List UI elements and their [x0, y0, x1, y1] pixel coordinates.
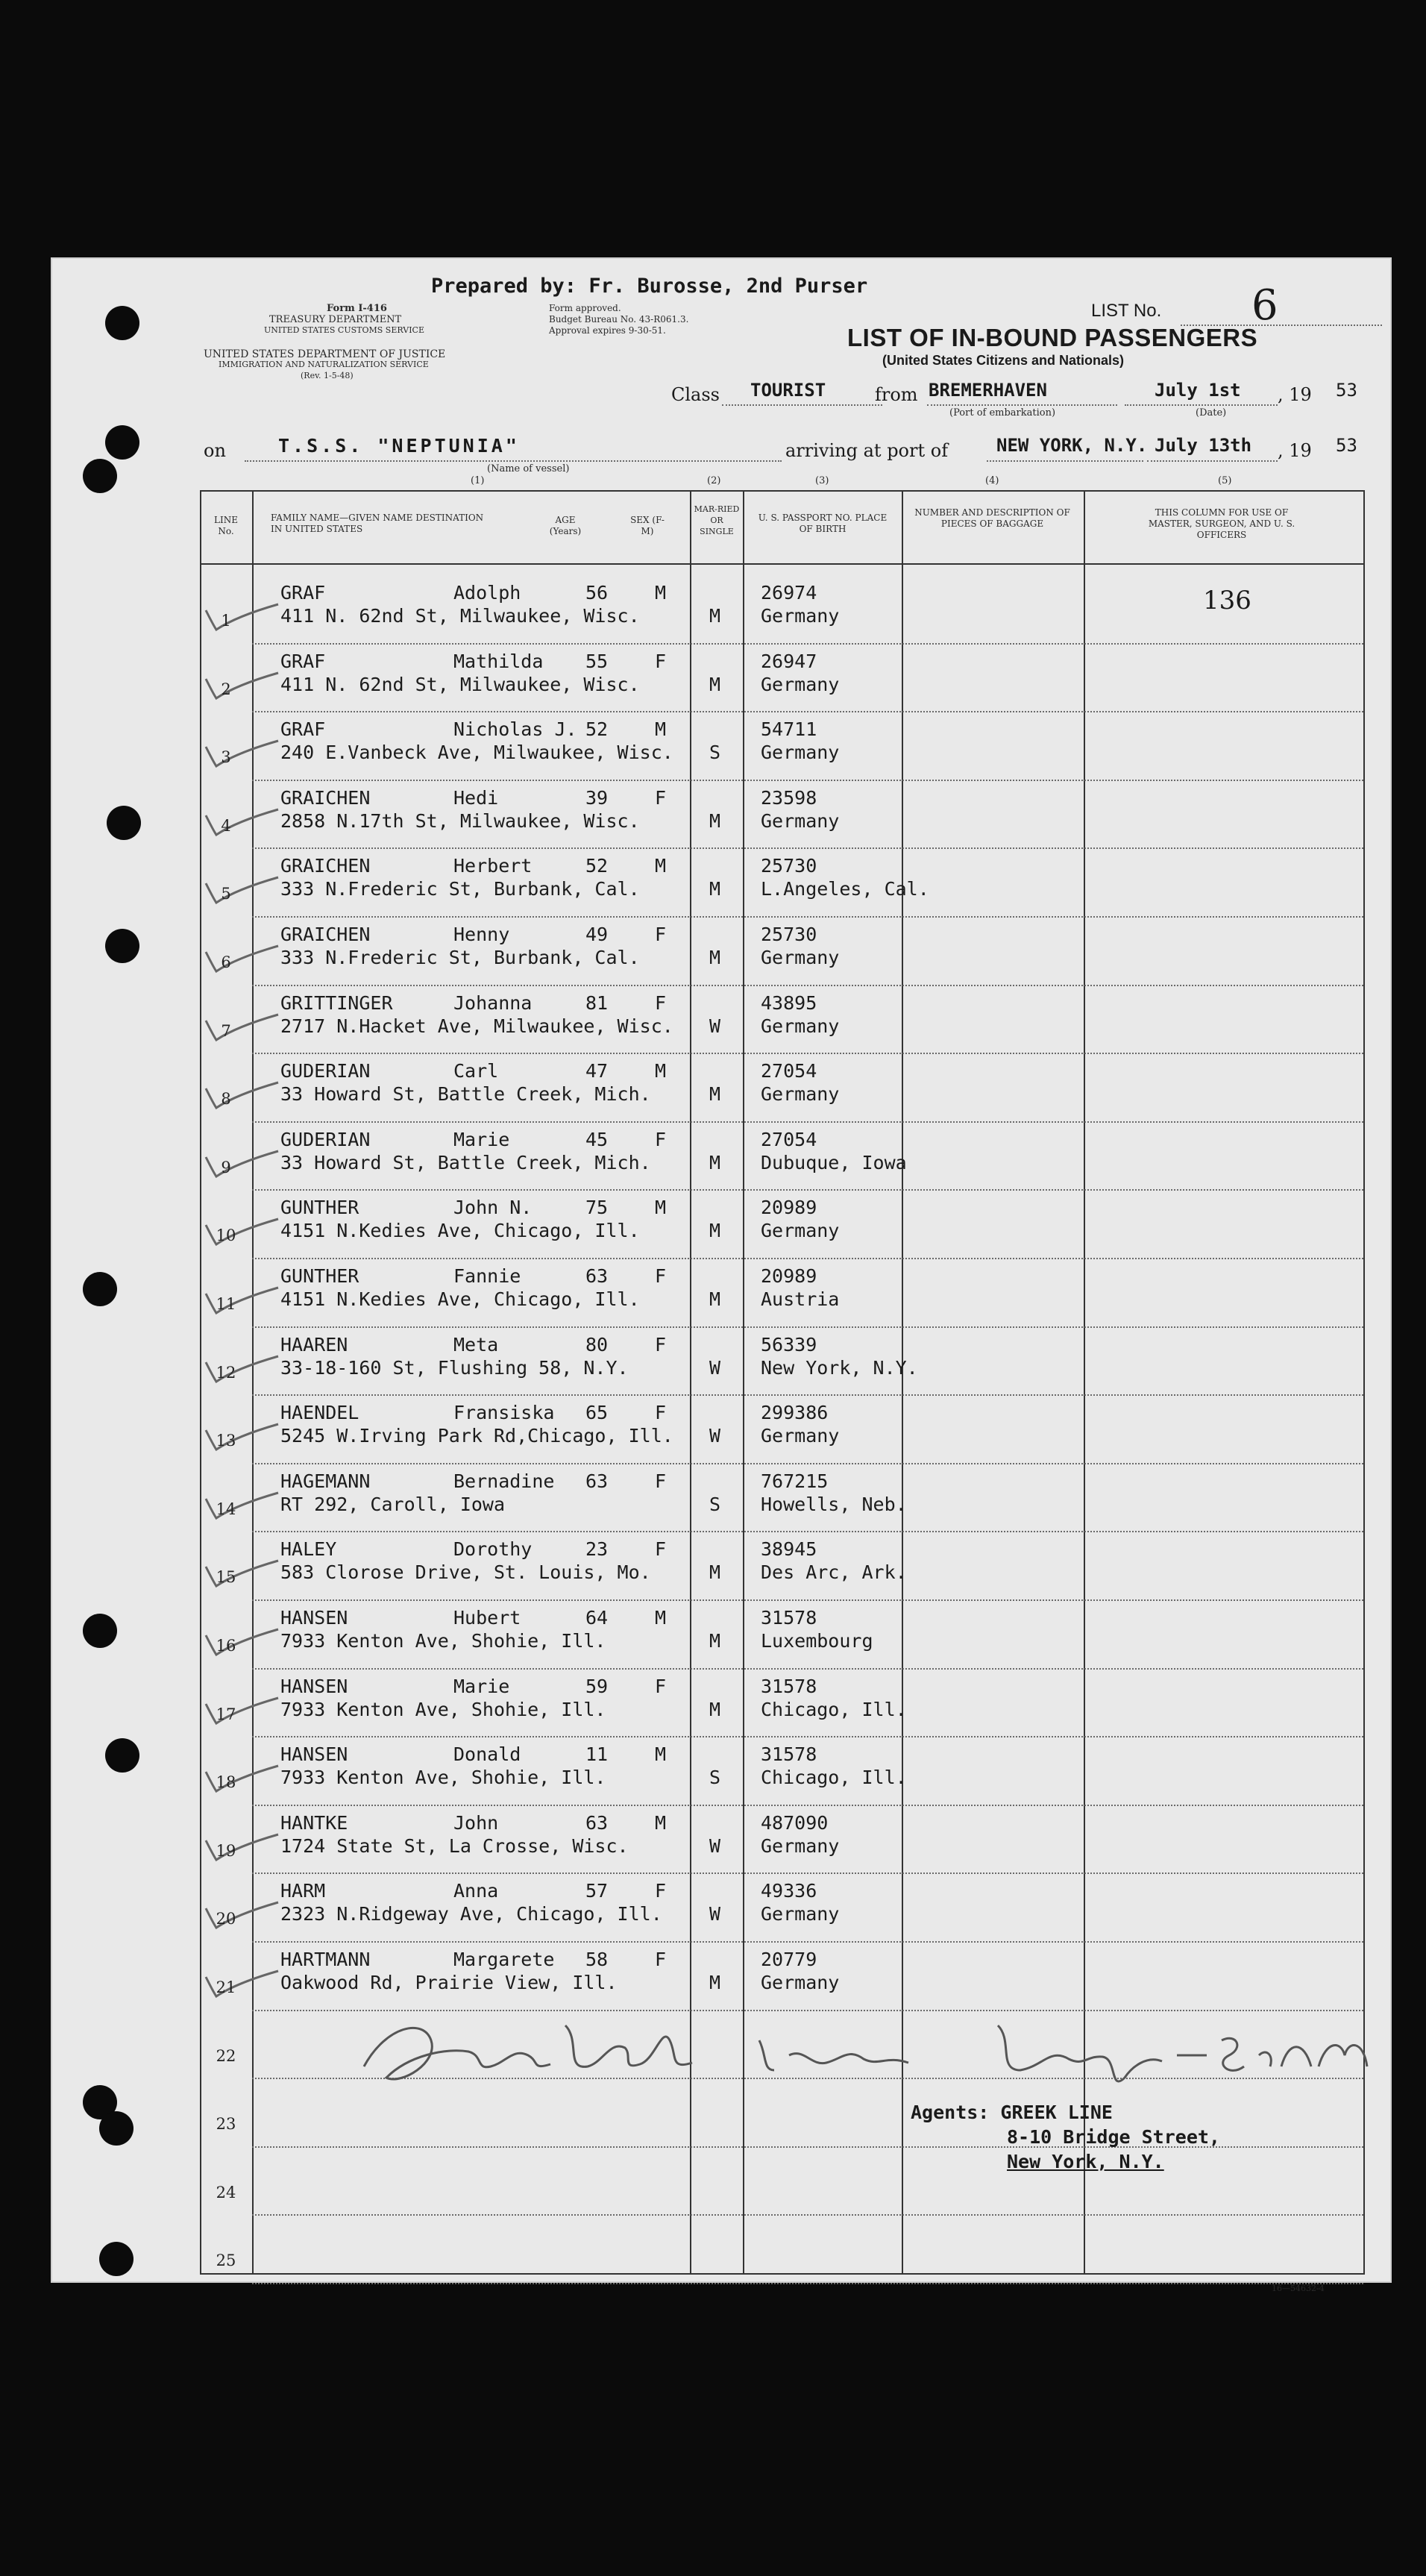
- row-separator: [252, 1531, 1363, 1532]
- row-separator: [252, 1599, 1363, 1601]
- from-label: from: [875, 384, 918, 405]
- line-number: 5: [221, 885, 231, 903]
- form-subtitle: (United States Citizens and Nationals): [882, 353, 1125, 368]
- passenger-birthplace: Chicago, Ill.: [761, 1767, 907, 1789]
- passenger-passport-no: 26947: [761, 650, 817, 672]
- passenger-age: 80: [585, 1333, 609, 1356]
- passenger-birthplace: Germany: [761, 742, 840, 764]
- passenger-age: 59: [585, 1675, 609, 1697]
- passenger-age: 52: [585, 855, 609, 877]
- passenger-address: 240 E.Vanbeck Ave, Milwaukee, Wisc.: [280, 742, 673, 764]
- ins-title: IMMIGRATION AND NATURALIZATION SERVICE: [219, 360, 429, 369]
- row-separator: [252, 1326, 1363, 1328]
- line-number: 18: [216, 1773, 236, 1792]
- row-separator: [252, 1053, 1363, 1054]
- row-separator: [252, 1805, 1363, 1806]
- passenger-given-name: Meta: [453, 1333, 499, 1356]
- passenger-sex: F: [655, 1128, 667, 1150]
- passenger-list-sheet: [51, 257, 1392, 2293]
- passenger-age: 64: [585, 1607, 609, 1629]
- vessel-col-caption: (1): [471, 475, 485, 486]
- binder-hole: [83, 1272, 117, 1306]
- passenger-sex: M: [655, 1197, 667, 1219]
- passenger-family-name: HAGEMANN: [280, 1470, 371, 1492]
- passenger-family-name: GUNTHER: [280, 1197, 359, 1219]
- passenger-family-name: GUDERIAN: [280, 1128, 371, 1150]
- binder-hole: [83, 1614, 117, 1648]
- passenger-family-name: GRAF: [280, 718, 326, 741]
- officer-note: 136: [1203, 586, 1251, 615]
- passenger-family-name: GRAICHEN: [280, 924, 371, 945]
- passenger-sex: F: [655, 786, 667, 809]
- passenger-passport-no: 767215: [761, 1470, 829, 1492]
- line-number: 11: [216, 1295, 236, 1313]
- passenger-marital-status: M: [709, 809, 721, 832]
- passenger-birthplace: Chicago, Ill.: [761, 1698, 907, 1720]
- passenger-birthplace: Austria: [761, 1288, 840, 1310]
- passenger-family-name: HAENDEL: [280, 1402, 359, 1424]
- passenger-given-name: Hubert: [453, 1607, 521, 1629]
- passenger-marital-status: M: [709, 605, 721, 627]
- passenger-family-name: HANSEN: [280, 1607, 348, 1629]
- line-number: 8: [221, 1090, 231, 1109]
- binder-hole: [105, 929, 139, 963]
- passenger-birthplace: Germany: [761, 1903, 840, 1925]
- passenger-passport-no: 31578: [761, 1675, 817, 1697]
- line-number: 2: [221, 680, 231, 698]
- line-number: 3: [221, 748, 231, 767]
- passenger-sex: M: [655, 718, 667, 741]
- passenger-address: 7933 Kenton Ave, Shohie, Ill.: [280, 1767, 606, 1789]
- revision: (Rev. 1-5-48): [301, 371, 354, 380]
- passenger-age: 45: [585, 1128, 609, 1150]
- passenger-sex: M: [655, 582, 667, 604]
- row-separator: [252, 2283, 1363, 2284]
- arrival-date: July 13th: [1155, 435, 1252, 456]
- passenger-age: 63: [585, 1811, 609, 1834]
- header-officers: THIS COLUMN FOR USE OF MASTER, SURGEON, AND U. S. OFFICERS: [1148, 507, 1295, 540]
- passenger-family-name: GRAICHEN: [280, 855, 371, 877]
- line-number: 23: [216, 2115, 236, 2134]
- passenger-birthplace: Germany: [761, 1015, 840, 1037]
- form-title: LIST OF IN-BOUND PASSENGERS: [847, 324, 1258, 351]
- passenger-given-name: Carl: [453, 1060, 499, 1082]
- passenger-passport-no: 487090: [761, 1811, 829, 1834]
- header-num-3: (3): [815, 475, 829, 486]
- line-number: 6: [221, 953, 231, 971]
- arriving-label: arriving at port of: [785, 440, 949, 461]
- passenger-marital-status: M: [709, 1288, 721, 1310]
- row-separator: [252, 1873, 1363, 1874]
- embarkation-port: BREMERHAVEN: [929, 380, 1047, 401]
- binder-hole: [99, 2111, 134, 2146]
- passenger-family-name: GRAICHEN: [280, 786, 371, 809]
- passenger-address: 33-18-160 St, Flushing 58, N.Y.: [280, 1356, 629, 1379]
- row-separator: [252, 1941, 1363, 1943]
- passenger-address: 2323 N.Ridgeway Ave, Chicago, Ill.: [280, 1903, 662, 1925]
- line-number: 1: [221, 612, 231, 630]
- row-separator: [252, 916, 1363, 918]
- passenger-family-name: HALEY: [280, 1538, 337, 1561]
- passenger-given-name: Marie: [453, 1675, 510, 1697]
- passenger-marital-status: M: [709, 878, 721, 900]
- form-number: Form I-416: [327, 303, 387, 314]
- header-age: AGE (Years): [549, 515, 582, 536]
- row-separator: [252, 780, 1363, 781]
- passenger-family-name: GRITTINGER: [280, 991, 393, 1014]
- row-separator: [252, 711, 1363, 712]
- passenger-marital-status: S: [709, 1493, 721, 1515]
- passenger-passport-no: 27054: [761, 1128, 817, 1150]
- passenger-family-name: HANTKE: [280, 1811, 348, 1834]
- passenger-sex: F: [655, 1675, 667, 1697]
- passenger-birthplace: Germany: [761, 1834, 840, 1857]
- line-number: 19: [216, 1841, 236, 1860]
- passenger-age: 52: [585, 718, 609, 741]
- prepared-by: Prepared by: Fr. Burosse, 2nd Purser: [431, 275, 868, 298]
- line-number: 10: [216, 1226, 236, 1245]
- agents-address: 8-10 Bridge Street,: [1007, 2126, 1220, 2148]
- passenger-sex: M: [655, 1060, 667, 1082]
- passenger-passport-no: 56339: [761, 1333, 817, 1356]
- passenger-given-name: Hedi: [453, 786, 499, 809]
- passenger-address: RT 292, Caroll, Iowa: [280, 1493, 506, 1515]
- passenger-birthplace: Germany: [761, 947, 840, 968]
- passenger-age: 63: [585, 1265, 609, 1287]
- vessel-underline: [245, 460, 782, 462]
- passenger-given-name: Nicholas J.: [453, 718, 577, 741]
- port-caption: (Port of embarkation): [949, 407, 1056, 419]
- passenger-passport-no: 43895: [761, 991, 817, 1014]
- customs-service: UNITED STATES CUSTOMS SERVICE: [264, 325, 424, 335]
- passenger-given-name: Fannie: [453, 1265, 521, 1287]
- line-number: 20: [216, 1910, 236, 1928]
- passenger-passport-no: 25730: [761, 855, 817, 877]
- row-separator: [252, 847, 1363, 849]
- passenger-family-name: HAAREN: [280, 1333, 348, 1356]
- passenger-birthplace: L.Angeles, Cal.: [761, 878, 929, 900]
- passenger-family-name: GUDERIAN: [280, 1060, 371, 1082]
- header-sex: SEX (F-M): [630, 515, 665, 536]
- passenger-birthplace: Germany: [761, 673, 840, 695]
- binder-hole: [99, 2242, 134, 2276]
- passenger-given-name: Fransiska: [453, 1402, 555, 1424]
- line-number: 14: [216, 1499, 236, 1518]
- arrival-port: NEW YORK, N.Y.: [996, 435, 1148, 456]
- footer-code: 16—54632-4: [1272, 2284, 1325, 2293]
- passenger-age: 55: [585, 650, 609, 672]
- passenger-address: 333 N.Frederic St, Burbank, Cal.: [280, 947, 640, 968]
- line-number: 13: [216, 1432, 236, 1450]
- passenger-age: 47: [585, 1060, 609, 1082]
- passenger-birthplace: Germany: [761, 1972, 840, 1993]
- passenger-age: 11: [585, 1743, 609, 1766]
- passenger-address: 411 N. 62nd St, Milwaukee, Wisc.: [280, 605, 640, 627]
- passenger-given-name: John N.: [453, 1197, 533, 1219]
- binder-hole: [107, 806, 141, 840]
- passenger-given-name: John: [453, 1811, 499, 1834]
- header-baggage: NUMBER AND DESCRIPTION OF PIECES OF BAGGAGE: [914, 507, 1070, 529]
- passenger-address: 33 Howard St, Battle Creek, Mich.: [280, 1151, 651, 1173]
- passenger-passport-no: 20989: [761, 1197, 817, 1219]
- row-separator: [252, 985, 1363, 986]
- passenger-sex: F: [655, 924, 667, 945]
- passenger-marital-status: M: [709, 1972, 721, 1993]
- passenger-sex: F: [655, 1880, 667, 1902]
- passenger-address: 2858 N.17th St, Milwaukee, Wisc.: [280, 809, 640, 832]
- header-line-no: LINE No.: [214, 515, 238, 536]
- passenger-age: 57: [585, 1880, 609, 1902]
- passenger-age: 39: [585, 786, 609, 809]
- passenger-passport-no: 27054: [761, 1060, 817, 1082]
- row-separator: [252, 2214, 1363, 2216]
- passenger-marital-status: M: [709, 1151, 721, 1173]
- passenger-address: 583 Clorose Drive, St. Louis, Mo.: [280, 1561, 651, 1584]
- passenger-family-name: HANSEN: [280, 1675, 348, 1697]
- agents-city: New York, N.Y.: [1007, 2151, 1164, 2172]
- passenger-address: 7933 Kenton Ave, Shohie, Ill.: [280, 1698, 606, 1720]
- line-number: 25: [216, 2251, 236, 2270]
- passenger-marital-status: S: [709, 742, 721, 764]
- row-separator: [252, 643, 1363, 645]
- passenger-birthplace: Germany: [761, 809, 840, 832]
- passenger-family-name: HARTMANN: [280, 1949, 371, 1970]
- embarkation-date: July 1st: [1155, 380, 1241, 401]
- passenger-marital-status: M: [709, 673, 721, 695]
- passenger-sex: F: [655, 1949, 667, 1970]
- passenger-given-name: Adolph: [453, 582, 521, 604]
- passenger-address: 2717 N.Hacket Ave, Milwaukee, Wisc.: [280, 1015, 673, 1037]
- passenger-passport-no: 25730: [761, 924, 817, 945]
- passenger-birthplace: Dubuque, Iowa: [761, 1151, 907, 1173]
- passenger-marital-status: M: [709, 1220, 721, 1242]
- passenger-family-name: HANSEN: [280, 1743, 348, 1766]
- passenger-age: 49: [585, 924, 609, 945]
- passenger-passport-no: 26974: [761, 582, 817, 604]
- vessel-caption: (Name of vessel): [487, 463, 570, 474]
- passenger-family-name: GRAF: [280, 582, 326, 604]
- passenger-passport-no: 23598: [761, 786, 817, 809]
- passenger-sex: F: [655, 1538, 667, 1561]
- passenger-marital-status: W: [709, 1015, 721, 1037]
- passenger-address: 5245 W.Irving Park Rd,Chicago, Ill.: [280, 1425, 673, 1447]
- passenger-family-name: HARM: [280, 1880, 326, 1902]
- row-separator: [252, 1121, 1363, 1123]
- date-caption: (Date): [1196, 407, 1227, 419]
- header-num-5: (5): [1218, 475, 1232, 486]
- approval-expires: Approval expires 9-30-51.: [549, 325, 666, 336]
- passenger-marital-status: M: [709, 947, 721, 968]
- passenger-given-name: Herbert: [453, 855, 533, 877]
- passenger-address: 33 Howard St, Battle Creek, Mich.: [280, 1083, 651, 1106]
- passenger-address: 4151 N.Kedies Ave, Chicago, Ill.: [280, 1220, 640, 1242]
- line-number: 17: [216, 1705, 236, 1723]
- row-separator: [252, 1668, 1363, 1670]
- passenger-address: 4151 N.Kedies Ave, Chicago, Ill.: [280, 1288, 640, 1310]
- passenger-passport-no: 31578: [761, 1607, 817, 1629]
- class-label: Class: [671, 384, 720, 405]
- binder-hole: [105, 1738, 139, 1773]
- row-separator: [252, 1189, 1363, 1191]
- passenger-marital-status: W: [709, 1834, 721, 1857]
- passenger-marital-status: M: [709, 1561, 721, 1584]
- passenger-given-name: Johanna: [453, 991, 533, 1014]
- passenger-sex: F: [655, 991, 667, 1014]
- passenger-sex: M: [655, 1743, 667, 1766]
- passenger-passport-no: 54711: [761, 718, 817, 741]
- row-separator: [252, 1463, 1363, 1464]
- passenger-sex: M: [655, 1607, 667, 1629]
- date-year-prefix: , 19: [1278, 384, 1312, 405]
- passenger-marital-status: W: [709, 1356, 721, 1379]
- table-bottom-rule: [200, 2273, 1365, 2275]
- passenger-passport-no: 49336: [761, 1880, 817, 1902]
- form-approved: Form approved.: [549, 303, 621, 313]
- line-number: 24: [216, 2183, 236, 2201]
- passenger-address: Oakwood Rd, Prairie View, Ill.: [280, 1972, 618, 1993]
- passenger-family-name: GUNTHER: [280, 1265, 359, 1287]
- passenger-age: 75: [585, 1197, 609, 1219]
- passenger-given-name: Marie: [453, 1128, 510, 1150]
- arrival-year-prefix: , 19: [1278, 440, 1312, 461]
- passenger-birthplace: Des Arc, Ark.: [761, 1561, 907, 1584]
- on-label: on: [204, 440, 226, 461]
- header-num-2: (2): [707, 475, 721, 486]
- passenger-marital-status: S: [709, 1767, 721, 1789]
- passenger-marital-status: M: [709, 1083, 721, 1106]
- line-number: 9: [221, 1158, 231, 1176]
- class-underline: [722, 404, 882, 406]
- passenger-age: 81: [585, 991, 609, 1014]
- passenger-birthplace: Howells, Neb.: [761, 1493, 907, 1515]
- passenger-birthplace: Germany: [761, 1425, 840, 1447]
- passenger-sex: F: [655, 1402, 667, 1424]
- row-separator: [252, 1394, 1363, 1396]
- budget-bureau: Budget Bureau No. 43-R061.3.: [549, 314, 689, 325]
- line-number: 4: [221, 816, 231, 835]
- header-bottom-rule: [200, 563, 1365, 565]
- doj-title: UNITED STATES DEPARTMENT OF JUSTICE: [204, 348, 446, 360]
- header-married: MAR-RIED OR SINGLE: [694, 504, 740, 536]
- passenger-birthplace: New York, N.Y.: [761, 1356, 918, 1379]
- binder-hole: [105, 425, 139, 460]
- passenger-sex: M: [655, 855, 667, 877]
- passenger-marital-status: M: [709, 1698, 721, 1720]
- passenger-passport-no: 38945: [761, 1538, 817, 1561]
- line-number: 16: [216, 1637, 236, 1655]
- passenger-marital-status: W: [709, 1425, 721, 1447]
- passenger-age: 63: [585, 1470, 609, 1492]
- passenger-sex: F: [655, 650, 667, 672]
- passenger-address: 1724 State St, La Crosse, Wisc.: [280, 1834, 629, 1857]
- header-name: FAMILY NAME—GIVEN NAME DESTINATION IN UNITED STATES: [271, 513, 484, 534]
- list-number: 6: [1251, 281, 1278, 330]
- passenger-address: 411 N. 62nd St, Milwaukee, Wisc.: [280, 673, 640, 695]
- arrival-year: 53: [1336, 435, 1357, 456]
- port-underline: [927, 404, 1117, 406]
- passenger-age: 65: [585, 1402, 609, 1424]
- line-number: 21: [216, 1978, 236, 1996]
- binder-hole: [105, 306, 139, 340]
- arrival-port-underline: [987, 460, 1143, 462]
- binder-hole: [83, 459, 117, 493]
- passenger-birthplace: Germany: [761, 605, 840, 627]
- passenger-given-name: Bernadine: [453, 1470, 555, 1492]
- arrival-date-underline: [1147, 460, 1278, 462]
- passenger-address: 7933 Kenton Ave, Shohie, Ill.: [280, 1630, 606, 1652]
- line-number: 22: [216, 2046, 236, 2065]
- header-num-4: (4): [985, 475, 999, 486]
- treasury-dept: TREASURY DEPARTMENT: [269, 314, 402, 325]
- class-value: TOURIST: [750, 380, 826, 401]
- date-underline: [1125, 404, 1278, 406]
- passenger-age: 56: [585, 582, 609, 604]
- agents-label: Agents: GREEK LINE: [911, 2102, 1113, 2123]
- date-year: 53: [1336, 380, 1357, 401]
- passenger-given-name: Henny: [453, 924, 510, 945]
- passenger-passport-no: 31578: [761, 1743, 817, 1766]
- row-separator: [252, 1736, 1363, 1737]
- passenger-passport-no: 20989: [761, 1265, 817, 1287]
- passenger-address: 333 N.Frederic St, Burbank, Cal.: [280, 878, 640, 900]
- passenger-sex: F: [655, 1333, 667, 1356]
- table-top-rule: [200, 490, 1365, 492]
- passenger-age: 58: [585, 1949, 609, 1970]
- passenger-passport-no: 20779: [761, 1949, 817, 1970]
- passenger-birthplace: Luxembourg: [761, 1630, 873, 1652]
- passenger-sex: M: [655, 1811, 667, 1834]
- inspector-signature: [342, 1996, 1401, 2108]
- passenger-given-name: Dorothy: [453, 1538, 533, 1561]
- passenger-given-name: Margarete: [453, 1949, 555, 1970]
- passenger-sex: F: [655, 1470, 667, 1492]
- passenger-birthplace: Germany: [761, 1220, 840, 1242]
- vessel-name: T.S.S. "NEPTUNIA": [278, 435, 520, 457]
- line-number: 12: [216, 1363, 236, 1382]
- row-separator: [252, 1258, 1363, 1259]
- passenger-age: 23: [585, 1538, 609, 1561]
- passenger-sex: F: [655, 1265, 667, 1287]
- passenger-given-name: Donald: [453, 1743, 521, 1766]
- line-number: 7: [221, 1021, 231, 1040]
- line-number: 15: [216, 1568, 236, 1587]
- passenger-marital-status: W: [709, 1903, 721, 1925]
- passenger-given-name: Mathilda: [453, 650, 544, 672]
- header-passport: U. S. PASSPORT NO. PLACE OF BIRTH: [758, 513, 888, 534]
- list-no-label: LIST No.: [1091, 301, 1162, 321]
- passenger-given-name: Anna: [453, 1880, 499, 1902]
- passenger-family-name: GRAF: [280, 650, 326, 672]
- passenger-marital-status: M: [709, 1630, 721, 1652]
- passenger-birthplace: Germany: [761, 1083, 840, 1106]
- passenger-passport-no: 299386: [761, 1402, 829, 1424]
